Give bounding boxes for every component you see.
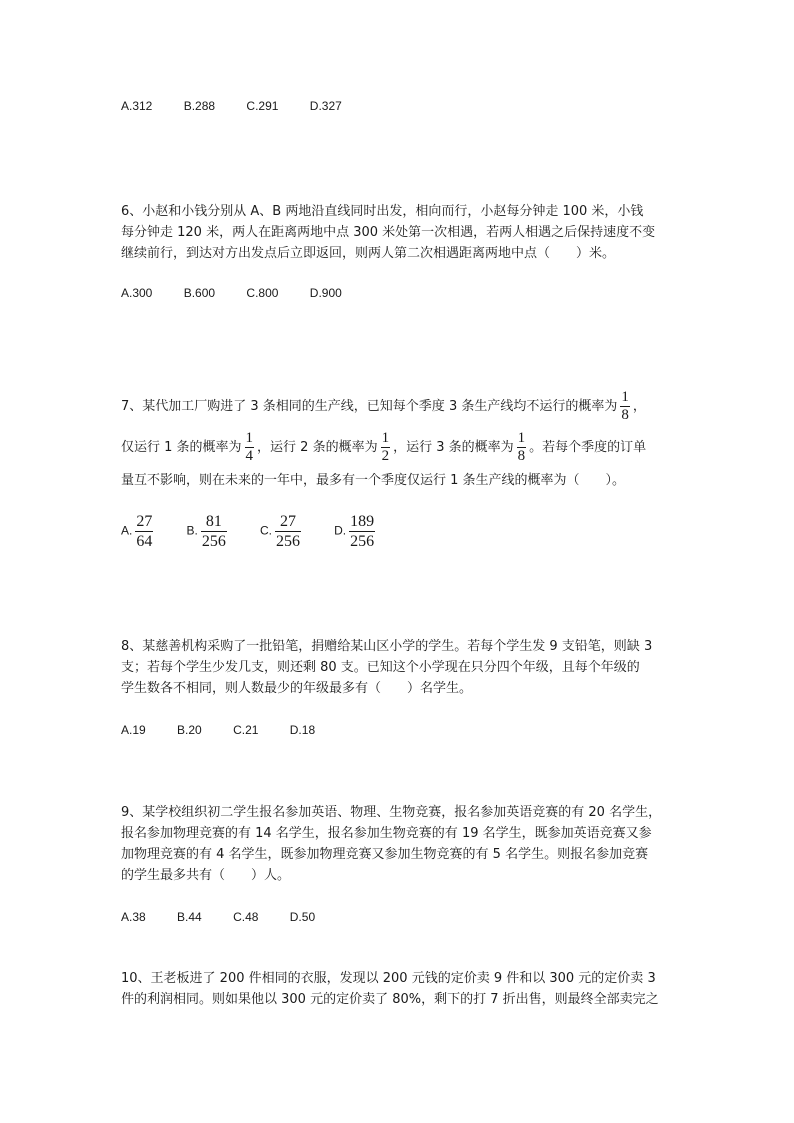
q7-fraction-none	[620, 389, 630, 424]
question-9	[121, 802, 677, 886]
q6-option-d[interactable]: D.900	[309, 286, 342, 300]
fraction-denominator: 8	[621, 407, 629, 423]
q6-option-a[interactable]: A.300	[121, 286, 153, 300]
q9-option-d[interactable]: D.50	[289, 910, 316, 924]
q5-option-a[interactable]: A.312	[121, 99, 153, 113]
q8-line-3: 学生数各不相同，则人数最少的年级最多有（ ）名学生。	[121, 681, 473, 696]
option-fraction	[275, 512, 301, 551]
q6-line-1: 6、小赵和小钱分别从 A、B 两地沿直线同时出发，相向而行，小赵每分钟走 100 米，小钱	[121, 204, 644, 219]
fraction-numerator: 81	[201, 512, 227, 532]
option-label: A.	[121, 523, 133, 538]
q7-line-3: 量互不影响，则在未来的一年中，最多有一个季度仅运行 1 条生产线的概率为（ ）。	[121, 473, 626, 488]
q7-line-2-b: ，运行 2 条的概率为	[257, 440, 378, 455]
fraction-numerator: 1	[381, 430, 390, 446]
q5-option-b[interactable]: B.288	[183, 99, 216, 113]
q5-option-d[interactable]: D.327	[309, 99, 342, 113]
q9-line-2: 报名参加物理竞赛的有 14 名学生，报名参加生物竞赛的有 19 名学生，既参加英语竞赛又参	[121, 826, 652, 841]
fraction-numerator: 1	[621, 389, 629, 405]
fraction-numerator: 27	[275, 512, 301, 532]
question-6	[121, 201, 677, 264]
q7-line-1-end: ，	[632, 399, 646, 414]
q7-option-a[interactable]	[121, 512, 156, 551]
q7-line-2	[121, 428, 677, 468]
q5-options	[121, 99, 677, 113]
q5-option-c[interactable]: C.291	[246, 99, 279, 113]
q9-option-a[interactable]: A.38	[121, 910, 146, 924]
q7-line-1	[121, 386, 677, 428]
q10-line-1: 10、王老板进了 200 件相同的衣服，发现以 200 元钱的定价卖 9 件和以 300 元的定价卖 3	[121, 971, 656, 986]
fraction-denominator: 256	[275, 533, 300, 550]
q7-line-2-a: 仅运行 1 条的概率为	[121, 440, 242, 455]
fraction-numerator: 1	[517, 430, 526, 446]
question-10	[121, 968, 677, 1010]
q6-line-3: 继续前行，到达对方出发点后立即返回，则两人第二次相遇距离两地中点（ ）米。	[121, 246, 616, 261]
q8-option-d[interactable]: D.18	[289, 723, 316, 737]
question-7	[121, 386, 677, 494]
fraction-denominator: 256	[201, 533, 226, 550]
fraction-numerator: 1	[245, 430, 254, 446]
option-label: B.	[186, 523, 198, 538]
fraction-denominator: 4	[245, 448, 254, 464]
q8-options	[121, 723, 677, 737]
q7-line-2-d: 。若每个季度的订单	[529, 440, 647, 455]
q9-line-4: 的学生最多共有（ ）人。	[121, 868, 291, 883]
q9-line-1: 9、某学校组织初二学生报名参加英语、物理、生物竞赛，报名参加英语竞赛的有 20 名学生，	[121, 805, 662, 820]
q6-option-c[interactable]: C.800	[246, 286, 279, 300]
q6-line-2: 每分钟走 120 米，两人在距离两地中点 300 米处第一次相遇，若两人相遇之后保持速度不变	[121, 225, 656, 240]
q7-fraction-two	[381, 430, 391, 465]
q8-option-c[interactable]: C.21	[233, 723, 259, 737]
option-fraction	[349, 512, 375, 551]
q7-line-1-text: 7、某代加工厂购进了 3 条相同的生产线，已知每个季度 3 条生产线均不运行的概率为	[121, 399, 618, 414]
fraction-denominator: 256	[350, 533, 375, 550]
q7-fraction-three	[517, 430, 527, 465]
q9-option-c[interactable]: C.48	[233, 910, 259, 924]
q8-line-1: 8、某慈善机构采购了一批铅笔，捐赠给某山区小学的学生。若每个学生发 9 支铅笔，则缺 3	[121, 639, 653, 654]
option-fraction	[135, 512, 153, 551]
question-8	[121, 636, 677, 699]
q8-line-2: 支；若每个学生少发几支，则还剩 80 支。已知这个小学现在只分四个年级，且每个年级的	[121, 660, 640, 675]
fraction-denominator: 8	[517, 448, 526, 464]
fraction-numerator: 27	[136, 513, 153, 530]
option-label: C.	[259, 523, 272, 538]
q7-option-c[interactable]	[260, 512, 304, 551]
q6-options	[121, 286, 677, 300]
fraction-numerator: 189	[350, 513, 375, 530]
option-fraction	[201, 512, 227, 551]
fraction-denominator: 2	[381, 448, 390, 464]
q8-option-a[interactable]: A.19	[121, 723, 146, 737]
q8-option-b[interactable]: B.20	[177, 723, 202, 737]
q9-line-3: 加物理竞赛的有 4 名学生，既参加物理竞赛又参加生物竞赛的有 5 名学生。则报名参加竞赛	[121, 847, 649, 862]
q6-option-b[interactable]: B.600	[183, 286, 216, 300]
q7-option-b[interactable]	[186, 512, 229, 551]
q9-option-b[interactable]: B.44	[177, 910, 202, 924]
q7-line-2-c: ，运行 3 条的概率为	[393, 440, 514, 455]
q7-fraction-one	[245, 430, 255, 465]
q7-option-d[interactable]	[334, 512, 378, 551]
q10-line-2: 件的利润相同。则如果他以 300 元的定价卖了 80%，剩下的打 7 折出售，则最终全部卖完之	[121, 992, 659, 1007]
q9-options	[121, 910, 677, 924]
fraction-denominator: 64	[136, 533, 153, 550]
option-label: D.	[334, 523, 347, 538]
q7-options	[121, 512, 677, 551]
